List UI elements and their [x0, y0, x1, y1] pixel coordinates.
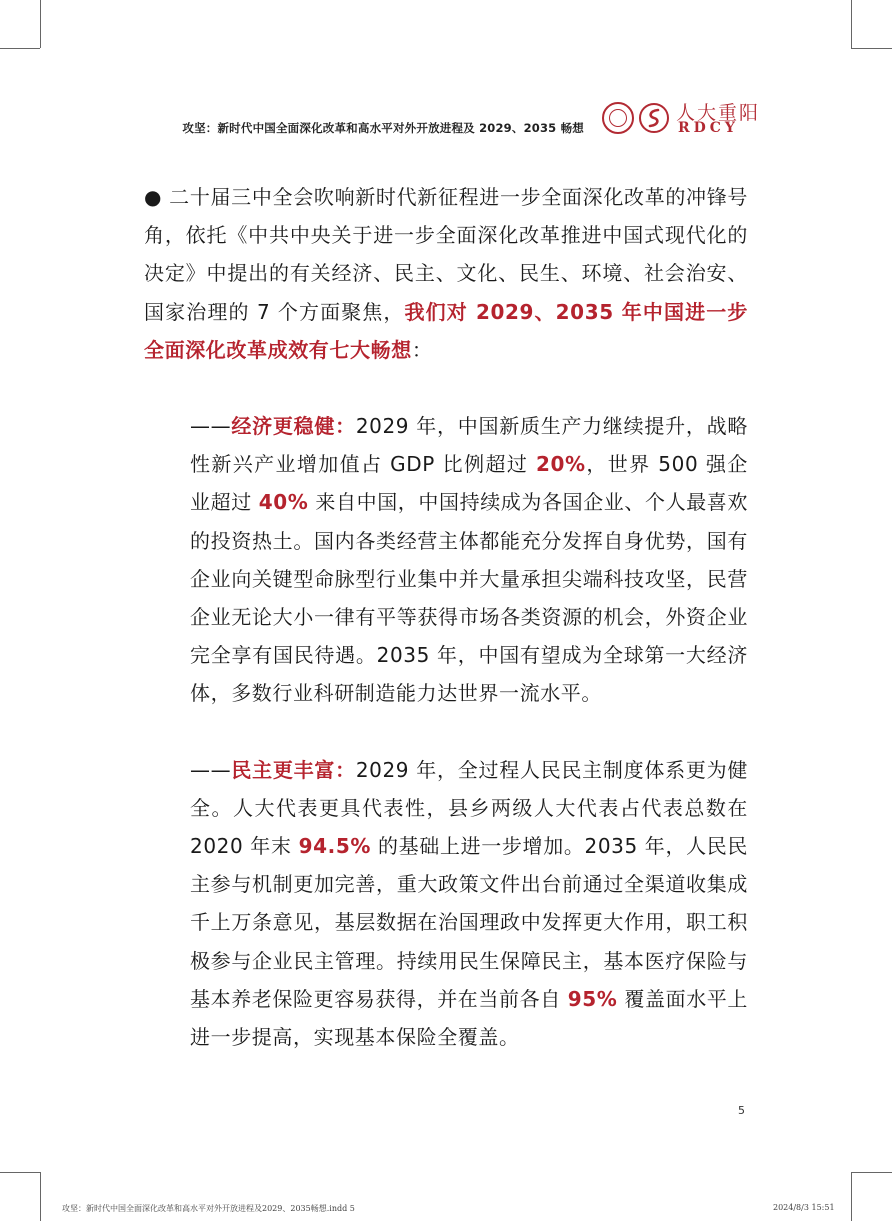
crop-mark — [0, 1172, 40, 1173]
economy-dash: —— — [190, 414, 232, 439]
print-slug-filename: 攻坚：新时代中国全面深化改革和高水平对外开放进程及2029、2035畅想.indd 5 — [62, 1204, 355, 1213]
democracy-stat-95pct: 95% — [567, 986, 618, 1011]
paragraph-democracy — [144, 751, 748, 1057]
running-header — [0, 96, 892, 146]
page-number: 5 — [738, 1104, 745, 1117]
economy-stat-40pct: 40% — [258, 490, 309, 515]
democracy-text-3: 覆盖面水平上进一步提高，实现基本保险全覆盖。 — [190, 986, 748, 1050]
economy-heading: 经济更稳健： — [231, 414, 356, 439]
crop-mark — [40, 1172, 41, 1221]
economy-text-3: 来自中国，中国持续成为各国企业、个人最喜欢的投资热土。国内各类经营主体都能充分发挥自身优势，国有企业向关键型命脉型行业集中并大量承担尖端科技攻坚，民营企业无论大小一律有平等获得市场各类资源的机会，外资企业完全享有国民待遇。2035 年，中国有望成为全球第一大经济体，多数行业科研制造能力达世界一流水平。 — [190, 490, 748, 706]
paragraph-intro — [144, 178, 748, 369]
article-body — [144, 178, 748, 1056]
democracy-stat-94-5pct: 94.5% — [298, 834, 371, 859]
header-title: 攻坚：新时代中国全面深化改革和高水平对外开放进程及 2029、2035 畅想 — [182, 121, 584, 135]
logo-text-cn: 人大重阳 — [676, 102, 761, 124]
economy-text-2: ，世界 500 强企业超过 — [190, 452, 748, 515]
intro-colon: ： — [411, 337, 433, 362]
crop-mark — [0, 48, 40, 49]
economy-text-1: 2029 年，中国新质生产力继续提升，战略性新兴产业增加值占 GDP 比例超过 — [190, 414, 748, 477]
democracy-heading: 民主更丰富： — [231, 757, 356, 782]
print-slug-timestamp: 2024/8/3 15:51 — [773, 1203, 835, 1212]
crop-mark — [851, 1172, 892, 1173]
intro-highlight: 我们对 2029、2035 年中国进一步全面深化改革成效有七大畅想 — [144, 299, 748, 362]
economy-stat-20pct: 20% — [535, 452, 586, 477]
paragraph-economy — [144, 407, 748, 713]
intro-text: ● 二十届三中全会吹响新时代新征程进一步全面深化改革的冲锋号角，依托《中共中央关于进一步全面深化改革推进中国式现代化的决定》中提出的有关经济、民主、文化、民生、环境、社会治安、国家治理的 7 个方面聚焦， — [144, 185, 748, 324]
crop-mark — [851, 1172, 852, 1221]
democracy-text-1: 2029 年，全过程人民民主制度体系更为健全。人大代表更具代表性，县乡两级人大代表占代表总数在 2020 年末 — [190, 757, 748, 859]
rdcy-emblem-icon — [638, 102, 670, 134]
democracy-dash: —— — [190, 757, 232, 782]
crop-mark — [40, 0, 41, 48]
university-seal-logo — [602, 102, 634, 134]
logo-text-en: RDCY — [678, 120, 739, 136]
crop-mark — [851, 48, 892, 49]
democracy-text-2: 的基础上进一步增加。2035 年，人民民主参与机制更加完善，重大政策文件出台前通过全渠道收集成千上万条意见，基层数据在治国理政中发挥更大作用，职工积极参与企业民主管理。持续用民生保障民主，基本医疗保险与基本养老保险更容易获得，并在当前各自 — [190, 834, 748, 1011]
crop-mark — [851, 0, 852, 48]
